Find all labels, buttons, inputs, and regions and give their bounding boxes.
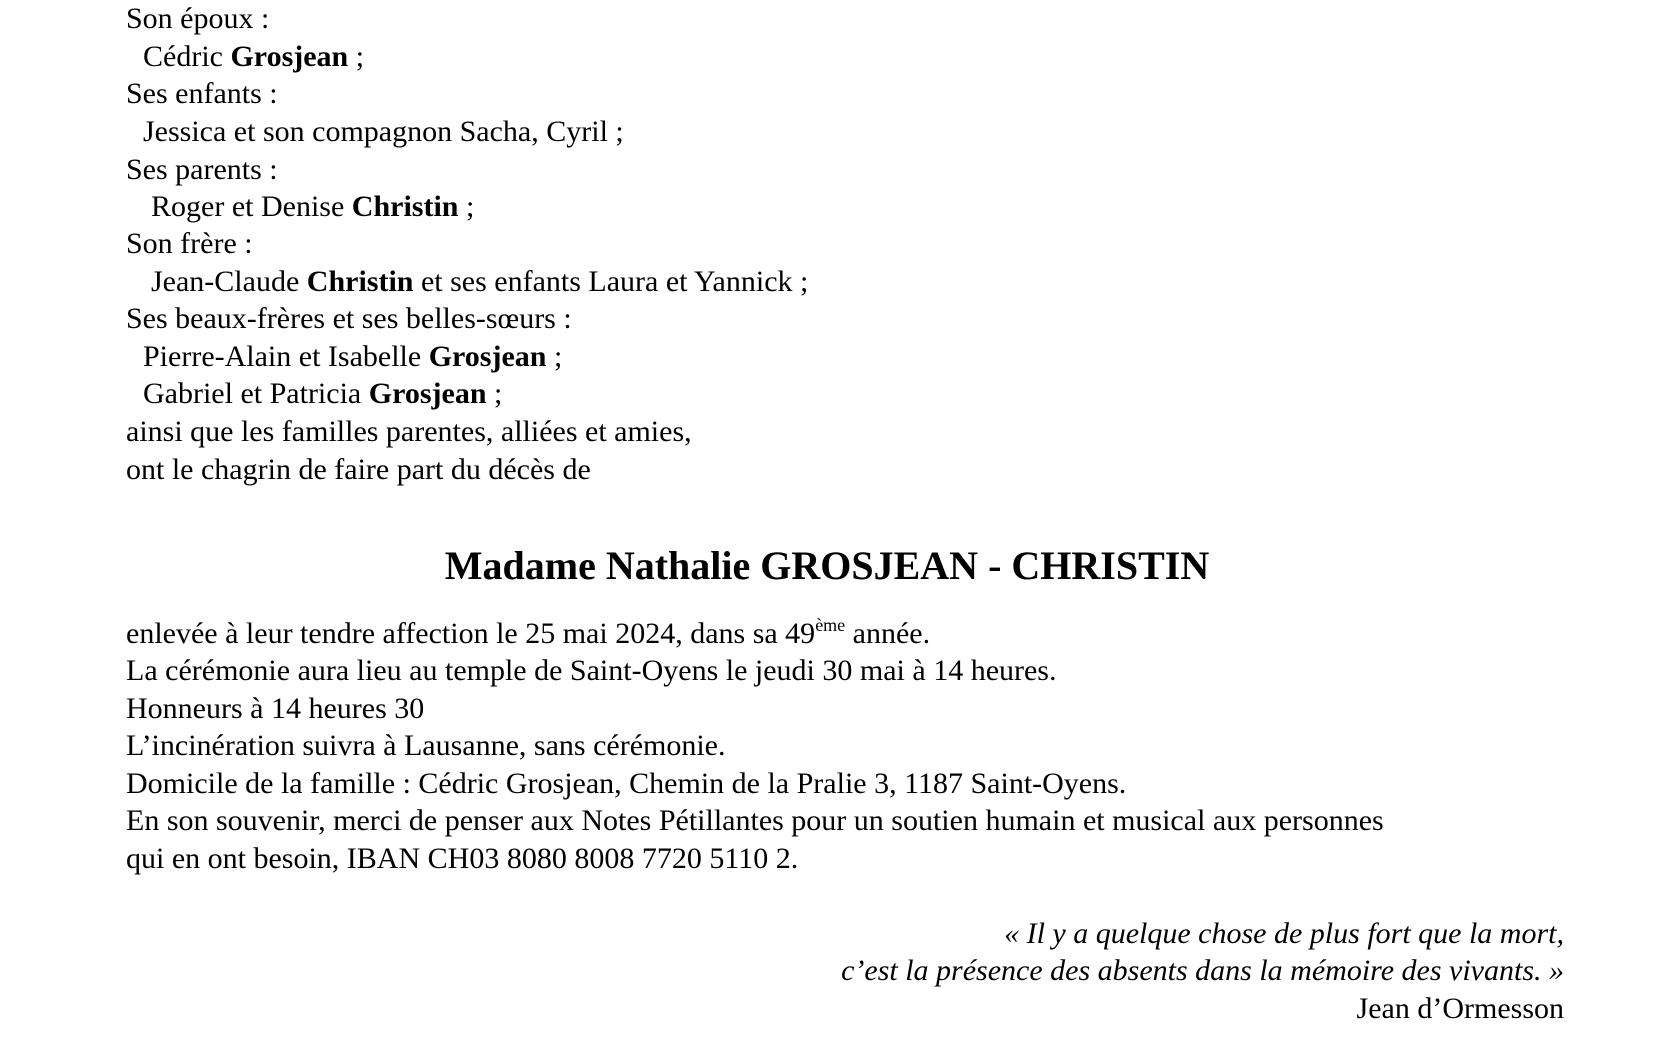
relation-parents-label: Ses parents : [126, 153, 278, 186]
relation-in-laws-label: Ses beaux-frères et ses belles-sœurs : [126, 302, 572, 335]
spouse-name: Cédric Grosjean ; [143, 40, 365, 73]
relation-spouse-label: Son époux : [126, 2, 270, 35]
donation-line-1: En son souvenir, merci de penser aux Notes Pétillantes pour un soutien humain et musical aux personnes [126, 804, 1384, 837]
deceased-name: Madame Nathalie GROSJEAN - CHRISTIN [444, 543, 1210, 588]
passing-date-line: enlevée à leur tendre affection le 25 mai 2024, dans sa 49ème année. [126, 615, 931, 650]
in-laws-names-2: Gabriel et Patricia Grosjean ; [143, 377, 503, 410]
ceremony-line: La cérémonie aura lieu au temple de Saint-Oyens le jeudi 30 mai à 14 heures. [126, 654, 1057, 687]
closing-line-announcement: ont le chagrin de faire part du décès de [126, 453, 591, 486]
honours-line: Honneurs à 14 heures 30 [126, 692, 425, 725]
brother-name: Jean-Claude Christin et ses enfants Laura et Yannick ; [151, 265, 809, 298]
parents-names: Roger et Denise Christin ; [151, 190, 475, 223]
cremation-line: L’incinération suivra à Lausanne, sans cérémonie. [126, 729, 726, 762]
family-address-line: Domicile de la famille : Cédric Grosjean, Chemin de la Pralie 3, 1187 Saint-Oyens. [126, 767, 1127, 800]
quote-line-1: « Il y a quelque chose de plus fort que la mort, [1004, 917, 1564, 950]
quote-author: Jean d’Ormesson [1356, 992, 1564, 1025]
in-laws-names-1: Pierre-Alain et Isabelle Grosjean ; [143, 340, 563, 373]
donation-line-2: qui en ont besoin, IBAN CH03 8080 8008 7720 5110 2. [126, 842, 799, 875]
quote-line-2: c’est la présence des absents dans la mémoire des vivants. » [841, 954, 1564, 987]
relation-children-label: Ses enfants : [126, 77, 278, 110]
closing-line-families: ainsi que les familles parentes, alliées et amies, [126, 415, 692, 448]
children-names: Jessica et son compagnon Sacha, Cyril ; [143, 115, 624, 148]
relation-brother-label: Son frère : [126, 227, 253, 260]
